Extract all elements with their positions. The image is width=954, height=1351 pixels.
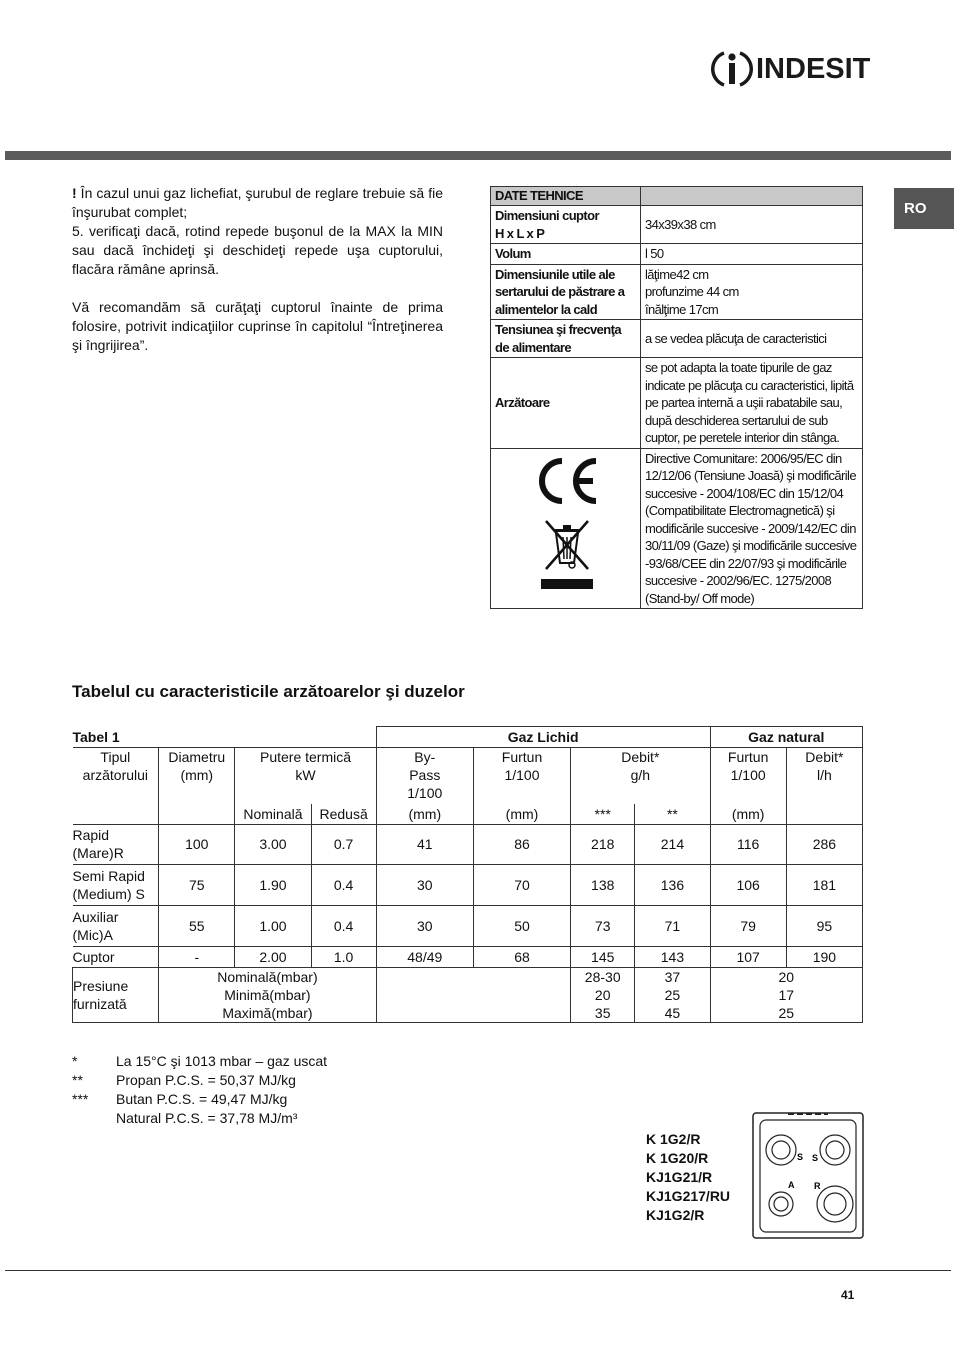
vol-value: l 50 (641, 244, 863, 265)
burner-name: Cuptor (73, 946, 159, 967)
pressure-levels (159, 967, 376, 1022)
tech-row-volume (491, 244, 863, 265)
footnote: Natural P.C.S. = 37,78 MJ/m³ (116, 1110, 298, 1126)
burner-name: Rapid (Mare)R (73, 824, 159, 864)
cell-diametru: 100 (159, 824, 235, 864)
cell-bypass: 48/49 (376, 946, 473, 967)
cell-debit-natural: 190 (786, 946, 862, 967)
gaz-natural-header: Gaz natural (710, 727, 862, 748)
indesit-logo (710, 48, 870, 90)
col-bypass: By-Pass 1/100 (376, 747, 473, 804)
cell-furtun: 70 (473, 864, 570, 905)
col-furtun: Furtun 1/100 (473, 747, 570, 804)
cell-debit-butan: 73 (571, 905, 635, 946)
brand-name: INDESIT (756, 53, 871, 85)
tech-row-burners (491, 358, 863, 449)
tech-row-supply (491, 320, 863, 358)
cell-debit-propan: 143 (635, 946, 710, 967)
model-item: KJ1G21/R (646, 1169, 713, 1185)
certification-marks (491, 448, 641, 609)
model-item: KJ1G2/R (646, 1207, 705, 1223)
drawer-label: Dimensiunile utile ale sertarului de păstrare a alimentelor la cald (491, 264, 641, 320)
logo-i-icon (710, 48, 754, 90)
label-s-left: S (797, 1152, 804, 1162)
label-a: A (788, 1180, 795, 1190)
cell-debit-natural: 95 (786, 905, 862, 946)
supply-value: a se vedea plăcuţa de caracteristici (641, 320, 863, 358)
table-label: Tabel 1 (73, 727, 377, 748)
technical-data-table (490, 186, 863, 609)
cell-redusa: 1.0 (311, 946, 376, 967)
directives-text: Directive Comunitare: 2006/95/EC din 12/12/06 (Tensiune Joasă) şi modificările succesive - 2004/108/EC din 15/12/04 (Compatibilitate Electromagnetică) şi modificările succesive - 2009/142/EC din 30/11/09 (Gaze) şi modificările succesive -93/68/CEE din 22/07/93 şi modificările succesive - 2002/96/EC. 1275/2008 (Stand-by/ Off mode) (641, 448, 863, 609)
tech-row-directives (491, 448, 863, 609)
burner-name: Auxiliar (Mic)A (73, 905, 159, 946)
pressure-min: Minimă(mbar) (224, 986, 311, 1003)
dim-label-2: H x L x P (495, 225, 545, 241)
col-furtun-natural: Furtun 1/100 (710, 747, 786, 804)
cell-furtun-natural: 79 (710, 905, 786, 946)
burner-value: se pot adapta la toate tipurile de gaz indicate pe plăcuţa cu caracteristici, lipită pe partea internă a uşii rabatabile sau, după deschiderea sertarului de sub cuptor, pe peretele interior din stânga. (641, 358, 863, 449)
cell-debit-propan: 71 (635, 905, 710, 946)
cell-furtun: 86 (473, 824, 570, 864)
warning-mark: ! (72, 185, 77, 201)
col-debit-gh: Debit* g/h (571, 747, 710, 804)
pressure-label: Presiune furnizată (73, 967, 159, 1022)
drawer-depth: profunzime 44 cm (645, 284, 739, 299)
pressure-natural: 20 17 25 (710, 967, 862, 1022)
tech-header-row (491, 187, 863, 206)
cell-bypass: 30 (376, 905, 473, 946)
tech-header: DATE TEHNICE (491, 187, 641, 206)
sub-butan: *** (571, 804, 635, 825)
subheader-row (73, 804, 863, 825)
header-divider (5, 151, 951, 160)
table-row (73, 905, 863, 946)
burner-name: Semi Rapid (Medium) S (73, 864, 159, 905)
cell-furtun: 68 (473, 946, 570, 967)
cell-redusa: 0.4 (311, 864, 376, 905)
cell-nominala: 1.90 (235, 864, 311, 905)
model-item: KJ1G217/RU (646, 1188, 731, 1204)
cell-bypass: 41 (376, 824, 473, 864)
drawer-width: lăţime42 cm (645, 266, 709, 282)
label-r: R (814, 1181, 821, 1191)
table-row (73, 864, 863, 905)
cell-debit-propan: 136 (635, 864, 710, 905)
section-title: Tabelul cu caracteristicile arzătoarelor şi duzelor (72, 682, 465, 701)
cell-furtun-natural: 116 (710, 824, 786, 864)
col-debit-lh: Debit* l/h (786, 747, 862, 804)
footnote: ** Propan P.C.S. = 50,37 MJ/kg (72, 1072, 296, 1088)
column-header-row (73, 747, 863, 804)
model-item: K 1G20/R (646, 1150, 709, 1166)
burner-label: Arzătoare (491, 358, 641, 449)
sub-redusa: Redusă (311, 804, 376, 825)
cell-redusa: 0.4 (311, 905, 376, 946)
ce-mark-icon (531, 455, 601, 507)
sub-furtun-natural-mm: (mm) (710, 804, 786, 825)
cell-debit-butan: 138 (571, 864, 635, 905)
weee-bin-icon (536, 517, 596, 597)
cell-debit-natural: 286 (786, 824, 862, 864)
sub-nominala: Nominală (235, 804, 311, 825)
cell-nominala: 2.00 (235, 946, 311, 967)
cell-furtun-natural: 107 (710, 946, 786, 967)
cell-debit-propan: 214 (635, 824, 710, 864)
table-title-row (73, 727, 863, 748)
cell-debit-butan: 218 (571, 824, 635, 864)
cell-debit-butan: 145 (571, 946, 635, 967)
model-item: K 1G2/R (646, 1131, 701, 1147)
model-list (646, 1130, 730, 1225)
sub-propan: ** (635, 804, 710, 825)
footnote: *** Butan P.C.S. = 49,47 MJ/kg (72, 1091, 288, 1107)
col-tipul: Tipul arzătorului (82, 748, 149, 783)
label-s-right: S (812, 1153, 819, 1163)
intro-text (72, 184, 443, 355)
intro-paragraph-1 (72, 184, 443, 222)
supply-label: Tensiunea şi frecvenţa de alimentare (491, 320, 641, 358)
dim-value: 34x39x38 cm (641, 206, 863, 244)
sub-bypass-mm: (mm) (376, 804, 473, 825)
footer-divider (5, 1270, 951, 1271)
cell-furtun: 50 (473, 905, 570, 946)
col-putere: Putere termică kW (235, 747, 376, 804)
sub-furtun-mm: (mm) (473, 804, 570, 825)
intro-p1-text: În cazul unui gaz lichefiat, şurubul de reglare trebuie să fie înşurubat complet; (72, 185, 443, 220)
footnotes (72, 1052, 327, 1128)
page-number: 41 (841, 1288, 855, 1302)
burner-characteristics-table (72, 726, 863, 1023)
cell-bypass: 30 (376, 864, 473, 905)
intro-paragraph-2: 5. verificaţi dacă, rotind repede buşonul de la MAX la MIN sau dacă închideţi şi deschideţi repede uşa cuptorului, flacăra rămâne aprinsă. (72, 223, 443, 277)
pressure-butan: 28-30 20 35 (571, 967, 635, 1022)
table-row (73, 824, 863, 864)
cell-diametru: - (159, 946, 235, 967)
cell-diametru: 75 (159, 864, 235, 905)
dim-label-1: Dimensiuni cuptor (495, 208, 599, 223)
gaz-lichid-header: Gaz Lichid (376, 727, 710, 748)
col-diametru: Diametru (mm) (159, 747, 235, 804)
intro-paragraph-3: Vă recomandăm să curăţaţi cuptorul înainte de prima folosire, potrivit indicaţiilor cuprinse în capitolul “Întreţinerea şi îngrijirea”. (72, 299, 443, 353)
cell-nominala: 3.00 (235, 824, 311, 864)
pressure-nominal: Nominală(mbar) (217, 968, 318, 985)
cell-debit-natural: 181 (786, 864, 862, 905)
tech-row-drawer (491, 264, 863, 320)
drawer-height: înălţime 17cm (645, 301, 719, 317)
pressure-max: Maximă(mbar) (222, 1004, 313, 1021)
cell-nominala: 1.00 (235, 905, 311, 946)
vol-label: Volum (491, 244, 641, 265)
cell-redusa: 0.7 (311, 824, 376, 864)
tech-row-dimensions (491, 206, 863, 244)
language-tab: RO (894, 188, 954, 229)
cooktop-diagram (752, 1110, 864, 1240)
table-row (73, 946, 863, 967)
footnote: * La 15°C şi 1013 mbar – gaz uscat (72, 1053, 328, 1069)
pressure-row (73, 967, 863, 1022)
cell-diametru: 55 (159, 905, 235, 946)
pressure-propan: 37 25 45 (635, 967, 710, 1022)
cell-furtun-natural: 106 (710, 864, 786, 905)
